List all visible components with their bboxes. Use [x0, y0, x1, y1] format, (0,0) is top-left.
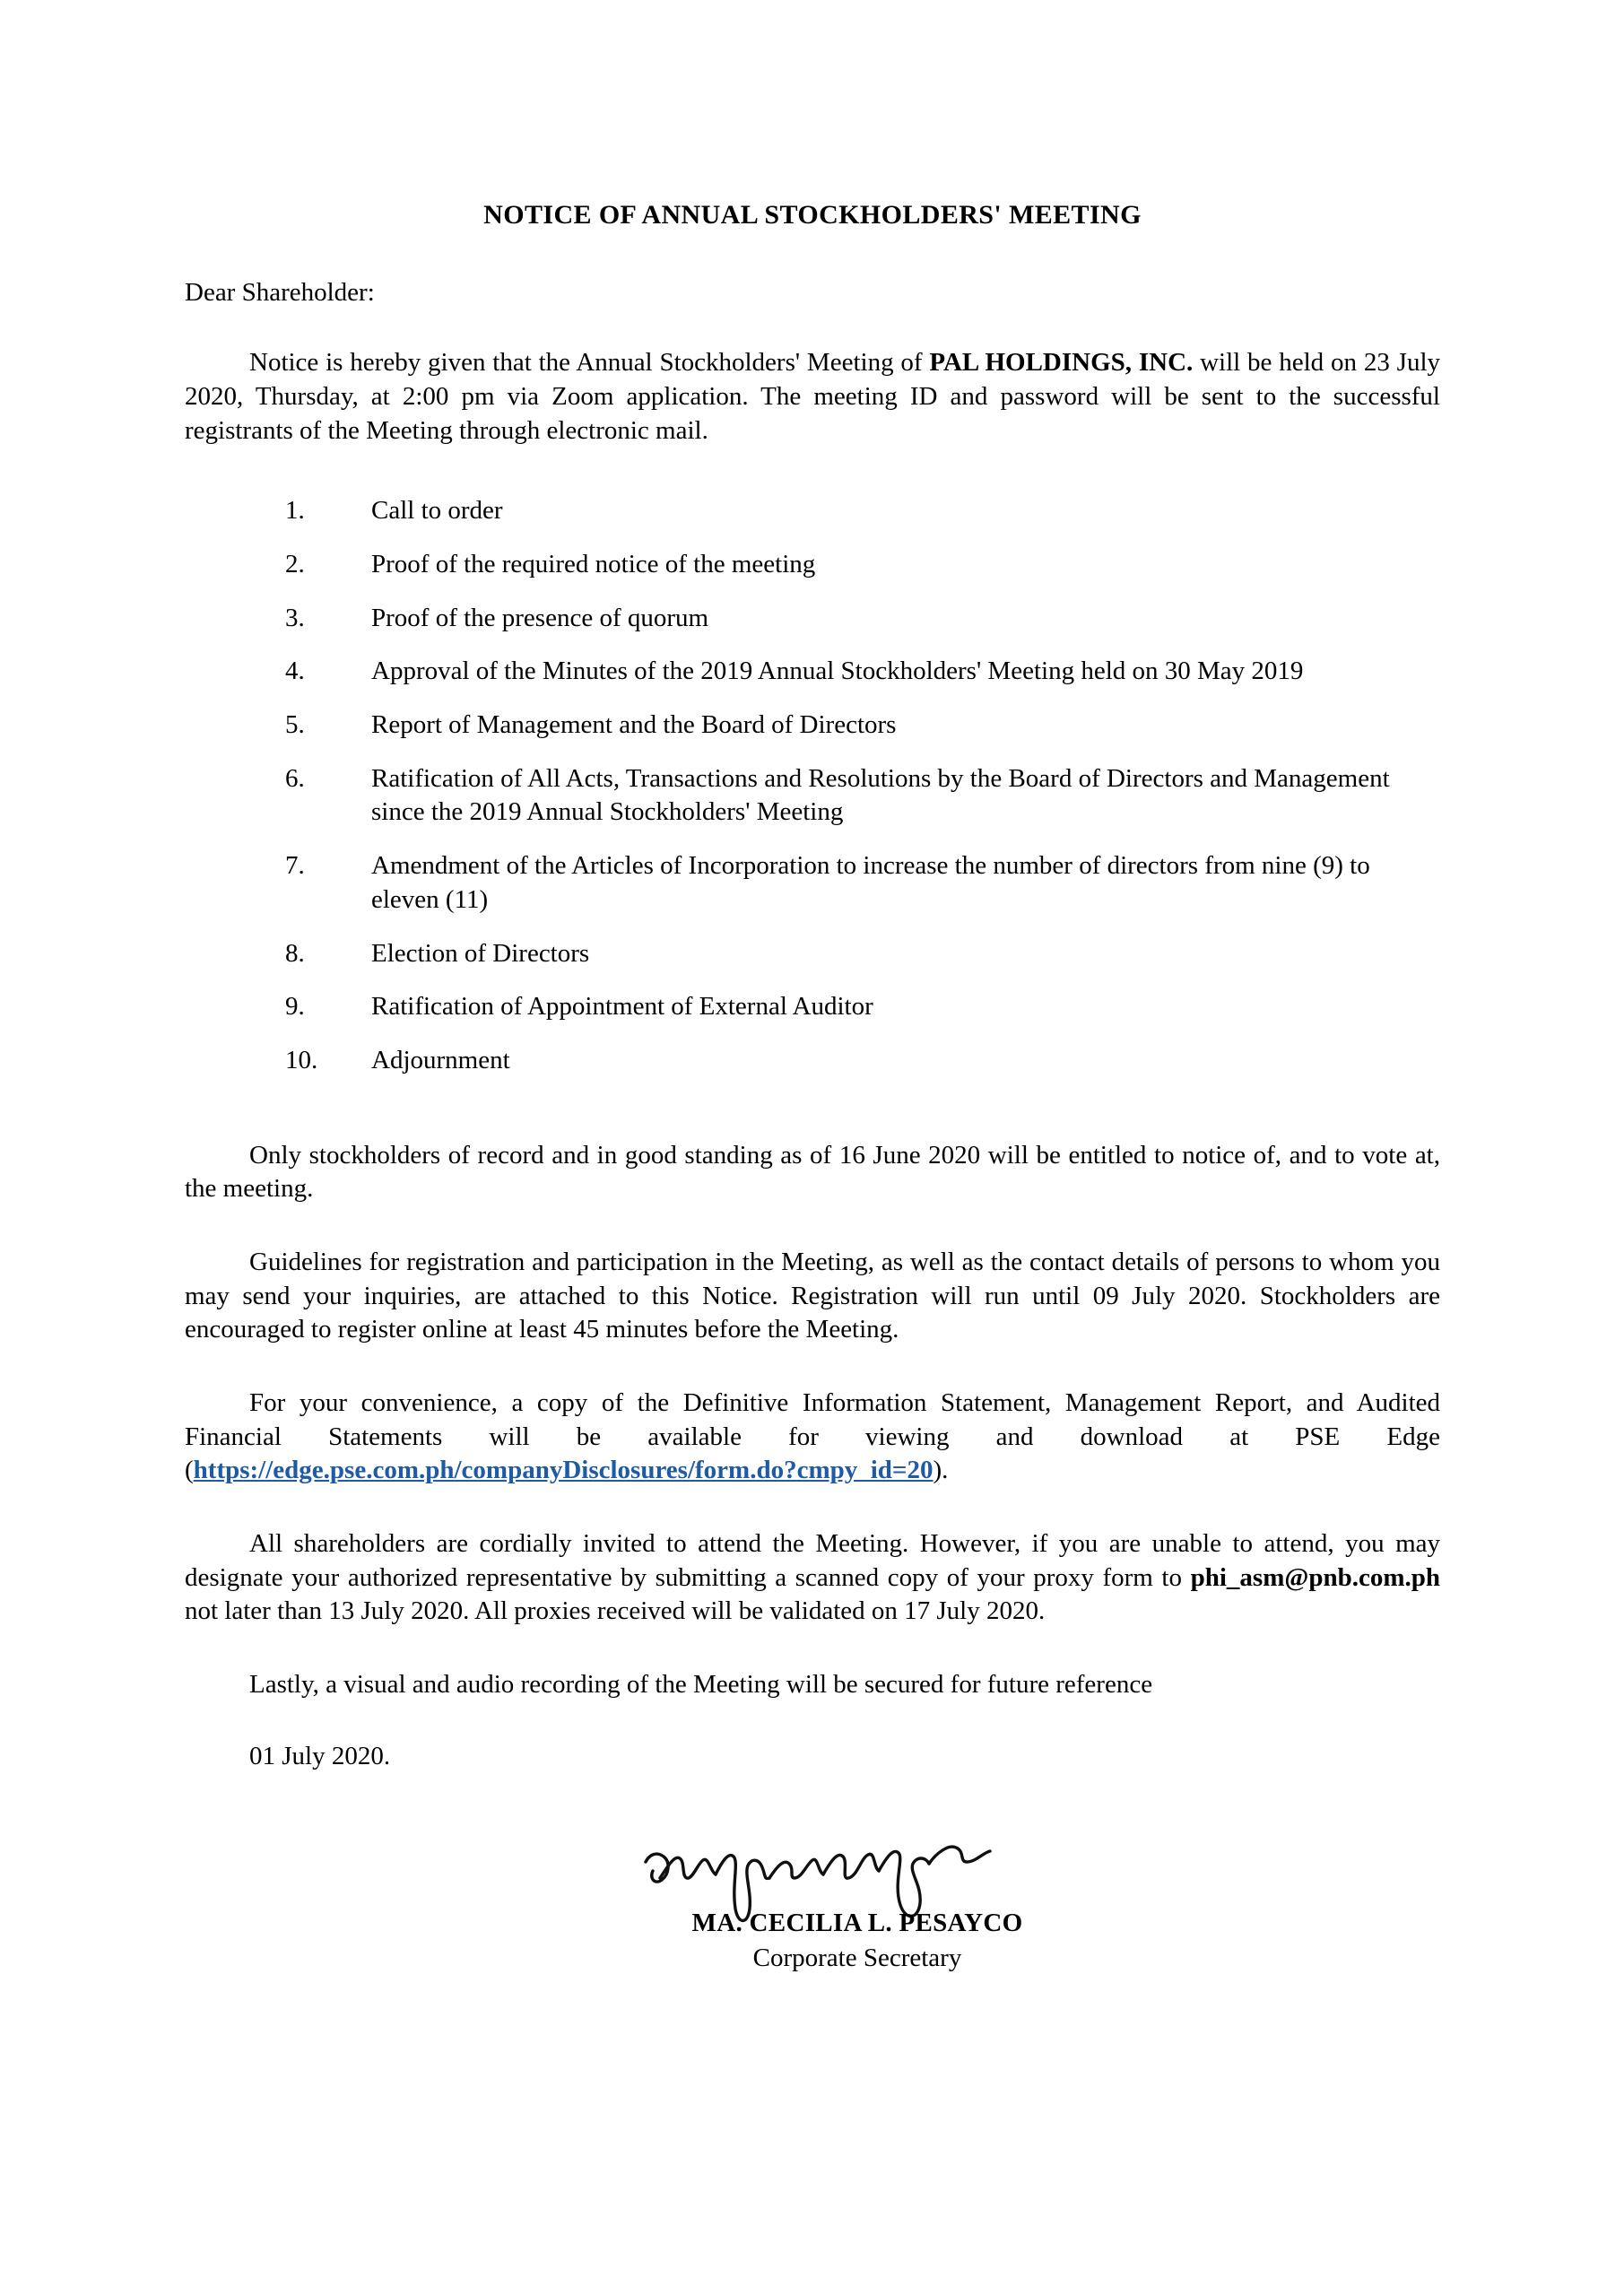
agenda-item-number: 5. — [285, 710, 305, 740]
agenda-list — [185, 494, 1440, 1077]
intro-rest: will be held on 23 July 2020, Thursday, at 2:00 pm via Zoom application. The meeting ID and password will be sent to the successful registrants of the Meeting through electronic mail. — [185, 348, 1440, 445]
list-item — [185, 849, 1440, 917]
agenda-item-number: 10. — [285, 1045, 318, 1074]
salutation: Dear Shareholder: — [185, 278, 375, 307]
intro-lead: Notice is hereby given that the Annual Stockholders' Meeting of — [249, 348, 930, 378]
agenda-item-label: Report of Management and the Board of Directors — [371, 710, 897, 740]
agenda-item-label: Ratification of All Acts, Transactions and Resolutions by the Board of Directors and Management since the 2019 Annual Stockholders' Meeting — [371, 763, 1390, 827]
page-title: NOTICE OF ANNUAL STOCKHOLDERS' MEETING — [483, 200, 1142, 230]
agenda-item-number: 9. — [285, 992, 305, 1022]
convenience-lead: For your convenience, a copy of the Definitive Information Statement, Management Report, and Audited Financial Statements will be available for viewing and download at PSE Edge ( — [185, 1388, 1440, 1485]
agenda-item-number: 1. — [285, 496, 305, 526]
pse-edge-link[interactable]: https://edge.pse.com.ph/companyDisclosures/form.do?cmpy_id=20 — [193, 1456, 934, 1485]
signatory-name: MA. CECILIA L. PESAYCO — [691, 1908, 1023, 1937]
agenda-item-number: 2. — [285, 550, 305, 578]
signature-block — [185, 1844, 1440, 2050]
proxy-tail: not later than 13 July 2020. All proxies received will be validated on 17 July 2020. — [185, 1596, 1046, 1626]
signatory-role: Corporate Secretary — [752, 1943, 962, 1972]
list-item — [185, 937, 1440, 971]
convenience-paragraph — [185, 1387, 1440, 1488]
agenda-item-number: 8. — [285, 938, 305, 968]
proxy-lead: All shareholders are cordially invited to attend the Meeting. However, if you are unable to attend, you may designate your authorized representative by submitting a scanned copy of your proxy form to — [185, 1529, 1440, 1592]
list-item — [185, 1044, 1440, 1078]
guidelines-paragraph: Guidelines for registration and participation in the Meeting, as well as the contact details of persons to whom you may send your inquiries, are attached to this Notice. Registration will run until 09 July 2020. Stockholders are encouraged to register online at least 45 minutes before the Meeting. — [185, 1247, 1440, 1344]
list-item — [185, 548, 1440, 582]
agenda-item-label: Amendment of the Articles of Incorporation to increase the number of directors from nine (9) to eleven (11) — [371, 851, 1370, 914]
signature-names — [624, 1844, 1090, 1973]
convenience-tail: ). — [933, 1456, 949, 1485]
agenda-item-label: Approval of the Minutes of the 2019 Annual Stockholders' Meeting held on 30 May 2019 — [371, 657, 1304, 686]
list-item — [185, 655, 1440, 689]
list-item — [185, 762, 1440, 830]
document-body — [185, 0, 1440, 2050]
proxy-email: phi_asm@pnb.com.ph — [1190, 1562, 1440, 1592]
agenda-item-number: 4. — [285, 657, 305, 686]
agenda-item-label: Adjournment — [371, 1045, 510, 1074]
intro-paragraph — [185, 346, 1440, 448]
agenda-item-label: Call to order — [371, 496, 503, 526]
agenda-item-label: Ratification of Appointment of External Auditor — [371, 992, 873, 1022]
agenda-item-number: 6. — [285, 763, 305, 793]
agenda-item-label: Proof of the required notice of the meeting — [371, 550, 816, 578]
list-item — [185, 494, 1440, 528]
agenda-item-number: 3. — [285, 603, 305, 632]
agenda-item-label: Proof of the presence of quorum — [371, 603, 709, 632]
agenda-item-label: Election of Directors — [371, 938, 590, 968]
record-date-paragraph: Only stockholders of record and in good standing as of 16 June 2020 will be entitled to notice of, and to vote at, the meeting. — [185, 1140, 1440, 1204]
list-item — [185, 709, 1440, 743]
company-name: PAL HOLDINGS, INC. — [929, 348, 1194, 378]
document-date: 01 July 2020. — [249, 1741, 391, 1770]
list-item — [185, 990, 1440, 1024]
proxy-paragraph — [185, 1527, 1440, 1629]
list-item — [185, 602, 1440, 636]
agenda-item-number: 7. — [285, 851, 305, 881]
recording-paragraph: Lastly, a visual and audio recording of the Meeting will be secured for future reference — [249, 1670, 1153, 1700]
